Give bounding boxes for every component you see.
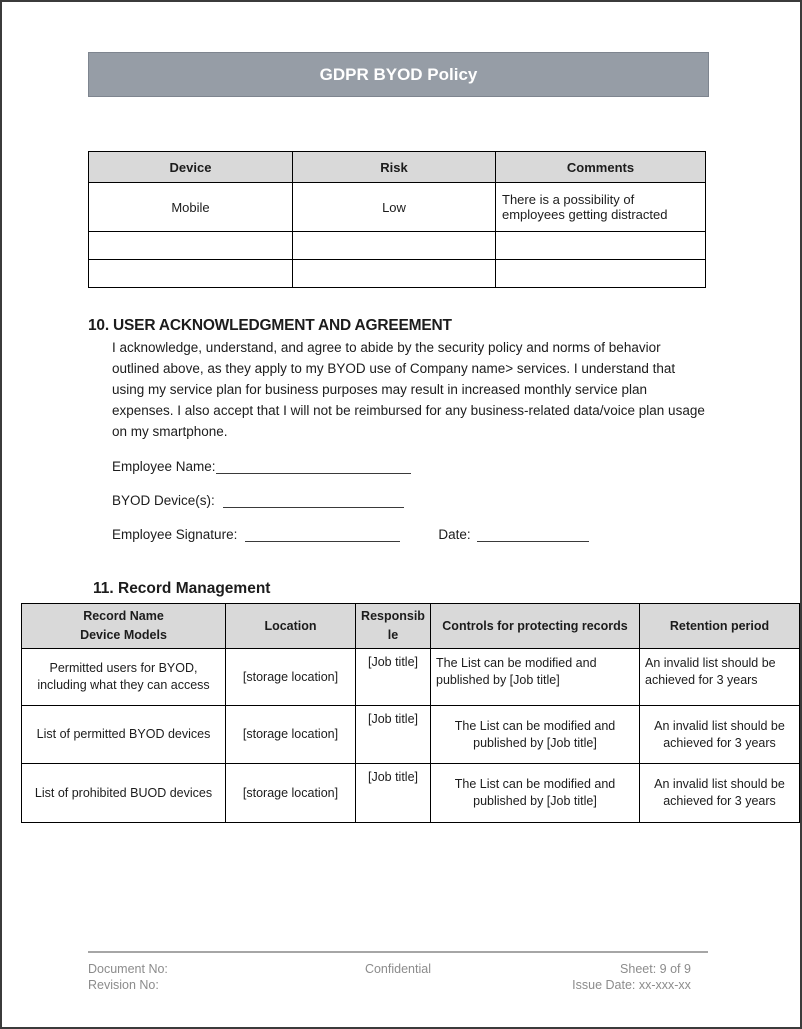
controls-cell: The List can be modified and published by [Job title] (431, 706, 640, 764)
record-name-cell: Permitted users for BYOD, including what they can access (22, 649, 226, 706)
responsible-cell: [Job title] (356, 649, 431, 706)
device-cell-empty[interactable] (89, 232, 293, 260)
table-row (89, 232, 706, 260)
comments-cell: There is a possibility of employees getting distracted (496, 183, 706, 232)
sheet-number: Sheet: 9 of 9 (620, 962, 691, 976)
location-cell: [storage location] (226, 649, 356, 706)
employee-signature-label: Employee Signature: (112, 527, 238, 542)
section-10-heading: 10. USER ACKNOWLEDGMENT AND AGREEMENT (88, 317, 452, 334)
byod-devices-field[interactable] (223, 493, 404, 508)
comments-cell-empty[interactable] (496, 232, 706, 260)
device-risk-table (88, 151, 706, 288)
table-row (22, 706, 800, 764)
controls-column-header: Controls for protecting records (431, 604, 640, 649)
page-footer (88, 951, 708, 993)
issue-date: Issue Date: xx-xxx-xx (572, 978, 691, 992)
acknowledgment-paragraph: I acknowledge, understand, and agree to abide by the security policy and norms of behavior outlined above, as they apply to my BYOD use of Company name> services. I understand that using my service plan for business purposes may result in increased monthly service plan expenses. I also accept that I will not be reimbursed for any business-related data/voice plan usage on my smartphone. (112, 340, 705, 439)
employee-name-row (112, 459, 411, 474)
retention-cell: An invalid list should be achieved for 3 years (640, 649, 800, 706)
document-no-label: Document No: (88, 962, 168, 976)
location-cell: [storage location] (226, 764, 356, 823)
retention-cell: An invalid list should be achieved for 3 years (640, 764, 800, 823)
date-label: Date: (438, 527, 471, 542)
confidential-label: Confidential (364, 962, 431, 976)
device-column-header: Device (89, 152, 293, 183)
title-banner (88, 52, 709, 97)
responsible-cell: [Job title] (356, 764, 431, 823)
footer-right (501, 961, 708, 993)
employee-name-field[interactable] (216, 459, 411, 474)
table-row (89, 260, 706, 288)
table-row (22, 764, 800, 823)
device-cell-empty[interactable] (89, 260, 293, 288)
retention-cell: An invalid list should be achieved for 3 years (640, 706, 800, 764)
employee-signature-field[interactable] (245, 527, 400, 542)
responsible-column-header: Responsible (356, 604, 431, 649)
risk-cell: Low (293, 183, 496, 232)
record-name-header-line1: Record Name (83, 609, 164, 623)
table-row (22, 649, 800, 706)
footer-left (88, 961, 295, 993)
location-cell: [storage location] (226, 706, 356, 764)
record-table-header-row (22, 604, 800, 649)
revision-no-label: Revision No: (88, 978, 159, 992)
device-table-header-row (89, 152, 706, 183)
table-row (89, 183, 706, 232)
byod-devices-row (112, 493, 404, 508)
record-name-cell: List of permitted BYOD devices (22, 706, 226, 764)
footer-center (295, 961, 502, 993)
record-name-header-line2: Device Models (80, 628, 167, 642)
risk-cell-empty[interactable] (293, 260, 496, 288)
date-field[interactable] (477, 527, 589, 542)
signature-date-row (112, 527, 589, 542)
employee-name-label: Employee Name: (112, 459, 216, 474)
comments-column-header: Comments (496, 152, 706, 183)
comments-cell-empty[interactable] (496, 260, 706, 288)
record-name-column-header (22, 604, 226, 649)
page-title: GDPR BYOD Policy (319, 64, 478, 84)
device-cell: Mobile (89, 183, 293, 232)
section-11-heading: 11. Record Management (93, 580, 271, 597)
risk-cell-empty[interactable] (293, 232, 496, 260)
risk-column-header: Risk (293, 152, 496, 183)
byod-devices-label: BYOD Device(s): (112, 493, 215, 508)
responsible-cell: [Job title] (356, 706, 431, 764)
footer-divider (88, 951, 708, 953)
record-name-cell: List of prohibited BUOD devices (22, 764, 226, 823)
controls-cell: The List can be modified and published by [Job title] (431, 649, 640, 706)
location-column-header: Location (226, 604, 356, 649)
controls-cell: The List can be modified and published by [Job title] (431, 764, 640, 823)
retention-column-header: Retention period (640, 604, 800, 649)
record-management-table (21, 603, 800, 823)
